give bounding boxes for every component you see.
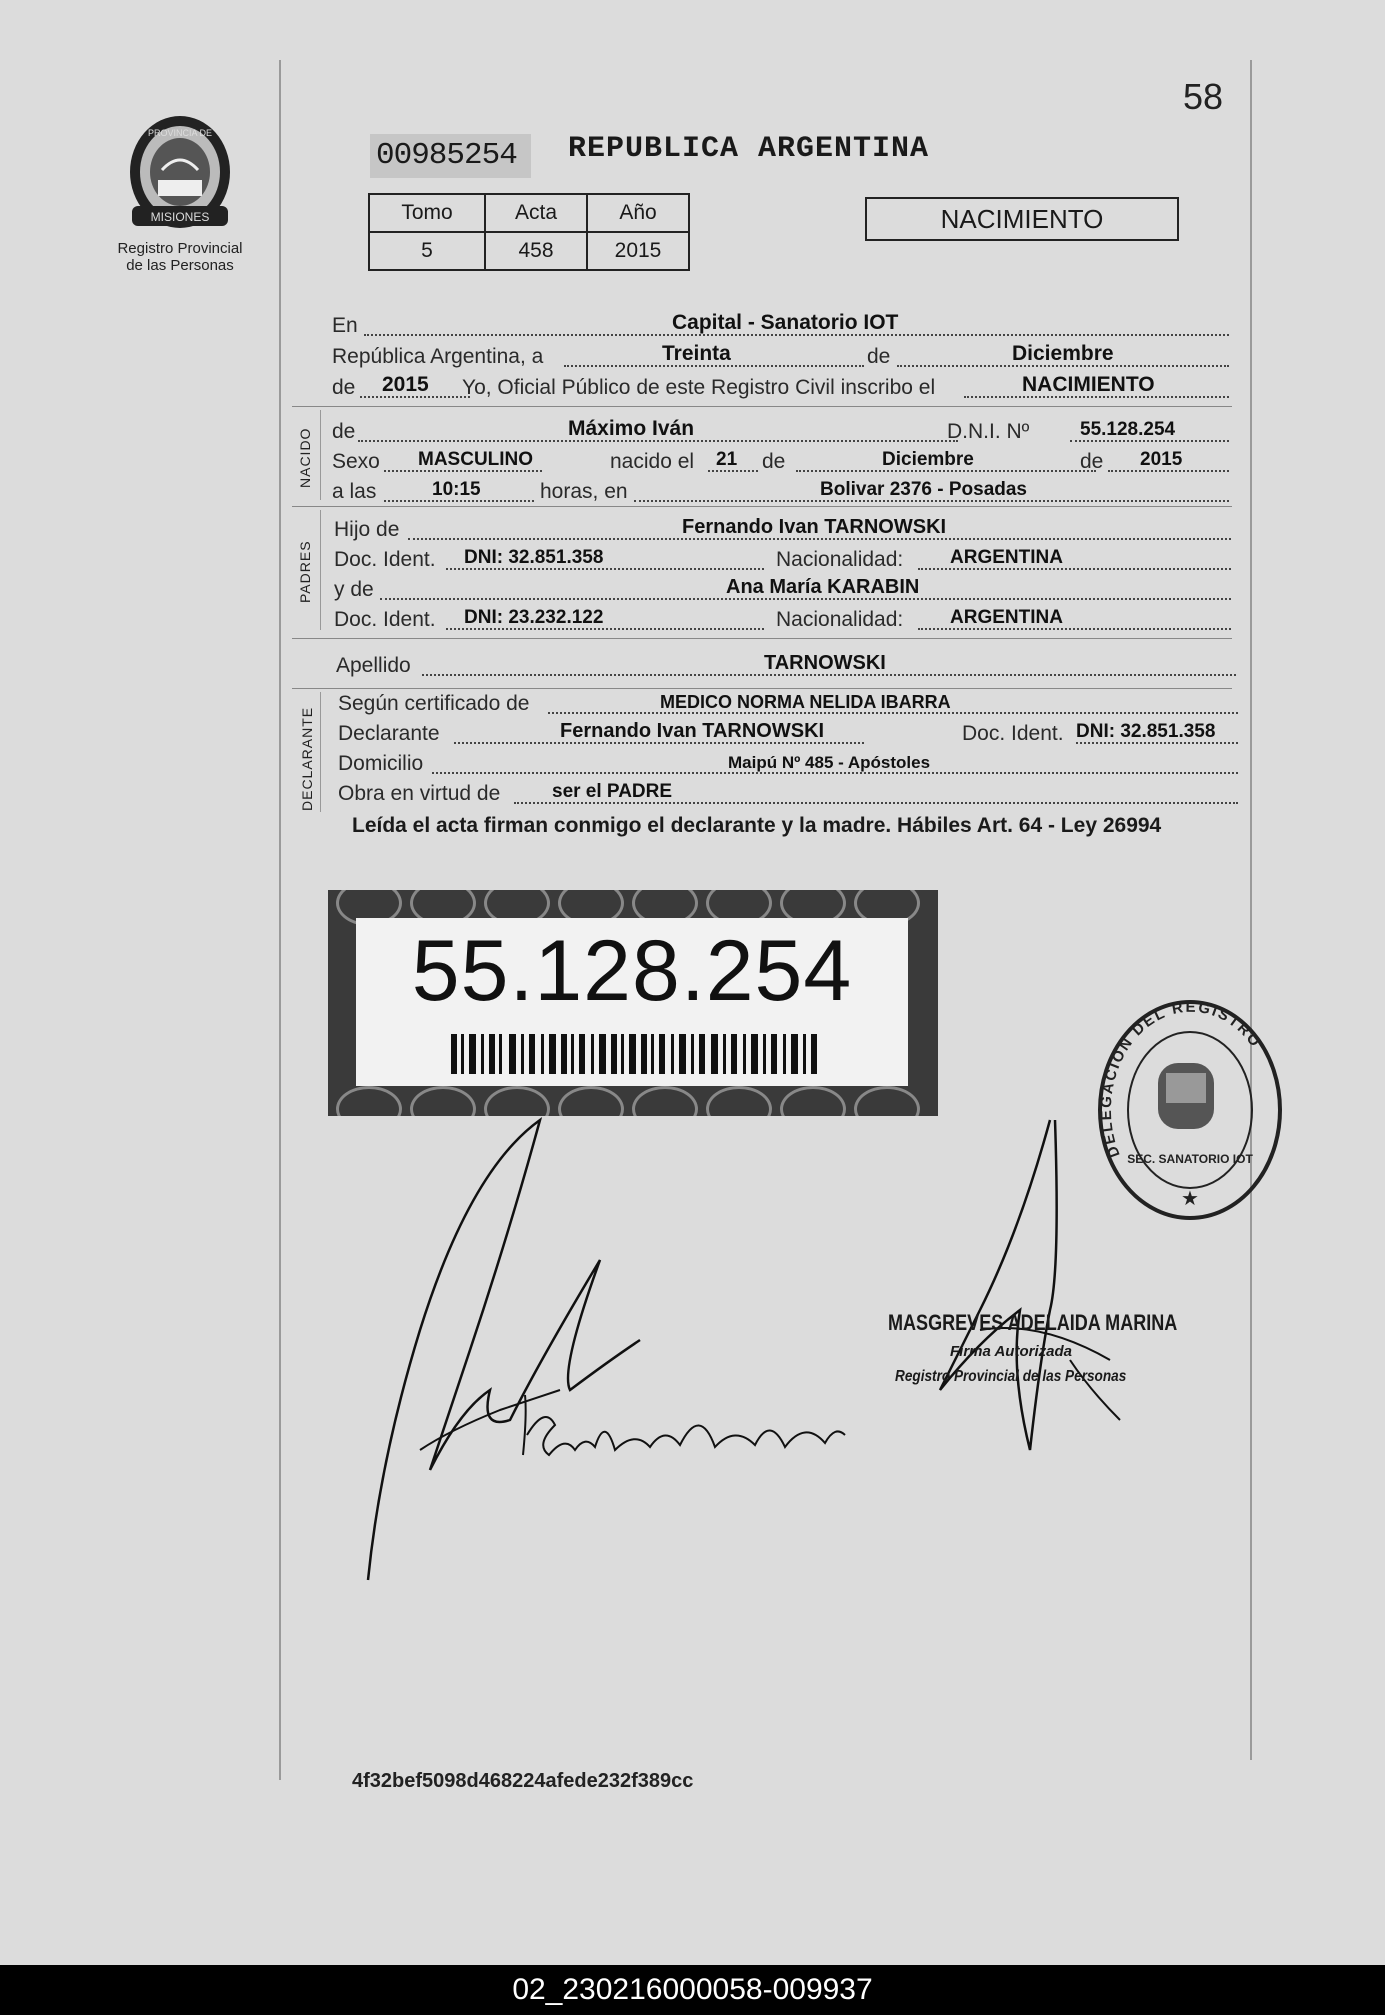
value-father-name: Fernando Ivan TARNOWSKI [682, 516, 947, 538]
misiones-coat-of-arms-icon [110, 110, 250, 238]
document-title: REPUBLICA ARGENTINA [568, 132, 930, 166]
value-birth-month: Diciembre [882, 449, 974, 470]
row-obra [338, 778, 1238, 808]
left-margin-line [279, 60, 281, 1780]
row-y-de [334, 574, 1234, 604]
stamp-inner-text: SEC. SANATORIO IOT [1127, 1152, 1253, 1166]
value-sexo: MASCULINO [418, 449, 534, 470]
page-number: 58 [1183, 76, 1224, 117]
table-value-tomo: 5 [369, 232, 485, 270]
value-mother-nationality: ARGENTINA [950, 607, 1063, 628]
signature-official-name: MASGREVES ADELAIDA MARINA [888, 1310, 1178, 1335]
record-table-value-row [369, 232, 689, 270]
row-en [332, 310, 1232, 340]
value-father-doc: DNI: 32.851.358 [464, 547, 604, 568]
label-apellido: Apellido [336, 654, 411, 677]
officer-text: Yo, Oficial Público de este Registro Civil inscribo el [462, 376, 936, 399]
row-certificado [338, 688, 1238, 718]
section-rule [320, 510, 321, 630]
document-hash: 4f32bef5098d468224afede232f389cc [352, 1770, 694, 1792]
official-signature [920, 1110, 1130, 1460]
label-sexo: Sexo [332, 450, 380, 473]
label-republica: República Argentina, a [332, 345, 544, 368]
value-day: Treinta [662, 342, 731, 365]
value-child-dni: 55.128.254 [1080, 419, 1176, 440]
signature-role: Firma Autorizada [950, 1343, 1072, 1360]
value-obra: ser el PADRE [552, 781, 673, 802]
label-declarante-doc: Doc. Ident. [962, 722, 1064, 745]
value-declarante-doc: DNI: 32.851.358 [1076, 721, 1216, 742]
table-header-ano: Año [587, 194, 689, 232]
label-domicilio: Domicilio [338, 752, 424, 775]
label-certificado: Según certificado de [338, 692, 530, 715]
table-header-acta: Acta [485, 194, 587, 232]
footer-id-bar: 02_230216000058-009937 [0, 1965, 1385, 2015]
record-table [368, 193, 690, 271]
label-obra: Obra en virtud de [338, 782, 501, 805]
section-rule [320, 410, 321, 500]
signature-organization: Registro Provincial de las Personas [895, 1368, 1127, 1385]
label-year-de: de [332, 376, 356, 399]
barcode-icon [451, 1034, 823, 1074]
label-nacido-el: nacido el [610, 450, 695, 473]
value-month: Diciembre [1012, 342, 1114, 365]
label-a-las: a las [332, 480, 377, 503]
section-separator [292, 506, 1232, 507]
value-birth-place: Bolivar 2376 - Posadas [820, 479, 1027, 500]
section-label-padres: PADRES [297, 540, 313, 603]
declarante-signature [360, 1110, 660, 1590]
value-father-nationality: ARGENTINA [950, 547, 1063, 568]
label-mother-doc: Doc. Ident. [334, 608, 436, 631]
value-birth-year: 2015 [1140, 449, 1183, 470]
label-horas-en: horas, en [540, 480, 628, 503]
value-mother-doc: DNI: 23.232.122 [464, 607, 604, 628]
label-hijo-de: Hijo de [334, 518, 400, 541]
value-certificado: MEDICO NORMA NELIDA IBARRA [660, 692, 951, 712]
row-declarante [338, 718, 1238, 748]
provincial-logo [110, 110, 250, 280]
right-margin-line [1250, 60, 1252, 1760]
label-dni: D.N.I. Nº [947, 420, 1030, 443]
sticker-pattern [706, 1086, 772, 1116]
label-birth-de: de [762, 450, 786, 473]
section-label-declarante: DECLARANTE [299, 706, 315, 811]
label-declarante: Declarante [338, 722, 440, 745]
value-birth-day: 21 [716, 449, 738, 470]
label-father-nationality: Nacionalidad: [776, 548, 904, 571]
label-birth-year-de: de [1080, 450, 1104, 473]
section-separator [292, 638, 1232, 639]
value-domicilio: Maipú Nº 485 - Apóstoles [728, 753, 931, 772]
logo-caption-line2: de las Personas [126, 257, 234, 274]
serial-number: 00985254 [370, 134, 531, 178]
table-header-tomo: Tomo [369, 194, 485, 232]
logo-ring-text-top: PROVINCIA DE [147, 128, 213, 138]
value-inscribo: NACIMIENTO [1022, 373, 1155, 396]
row-apellido [336, 650, 1236, 680]
stamp-star-icon: ★ [1181, 1186, 1199, 1210]
table-value-ano: 2015 [587, 232, 689, 270]
value-mother-name: Ana María KARABIN [726, 576, 920, 598]
value-place: Capital - Sanatorio IOT [672, 311, 899, 334]
table-value-acta: 458 [485, 232, 587, 270]
section-rule [320, 692, 321, 812]
section-label-nacido: NACIDO [297, 427, 313, 488]
record-table-header-row [369, 194, 689, 232]
document-type-box: NACIMIENTO [865, 197, 1179, 241]
logo-caption-line1: Registro Provincial [117, 240, 243, 257]
row-father-doc [334, 544, 1234, 574]
row-domicilio [338, 748, 1238, 778]
value-apellido: TARNOWSKI [764, 652, 886, 674]
row-mother-doc [334, 604, 1234, 634]
logo-ring-text-bottom: MISIONES [150, 210, 210, 224]
row-hora [332, 476, 1232, 506]
row-hijo-de [334, 514, 1234, 544]
value-hora: 10:15 [432, 479, 481, 500]
label-mother-nationality: Nacionalidad: [776, 608, 904, 631]
sticker-dni-number: 55.128.254 [411, 923, 853, 1019]
label-father-doc: Doc. Ident. [334, 548, 436, 571]
stamp-ring-text: DELEGACION DEL REGISTRO [1097, 998, 1265, 1160]
row-sexo [332, 446, 1232, 476]
label-en: En [332, 314, 358, 337]
label-de: de [867, 345, 891, 368]
value-child-name: Máximo Iván [568, 417, 695, 440]
section-separator [292, 406, 1232, 407]
mother-signature [515, 1375, 855, 1485]
value-declarante: Fernando Ivan TARNOWSKI [560, 720, 825, 742]
value-year: 2015 [382, 373, 429, 396]
sticker-pattern [854, 1086, 920, 1116]
sticker-label [356, 918, 908, 1086]
row-republica [332, 341, 1232, 371]
sticker-pattern [780, 1086, 846, 1116]
row-name [332, 416, 1232, 446]
closing-text: Leída el acta firman conmigo el declarante y la madre. Hábiles Art. 64 - Ley 26994 [352, 814, 1162, 837]
id-number-sticker [328, 890, 938, 1116]
row-year [332, 372, 1232, 402]
label-y-de: y de [334, 578, 374, 601]
label-name-de: de [332, 420, 356, 443]
